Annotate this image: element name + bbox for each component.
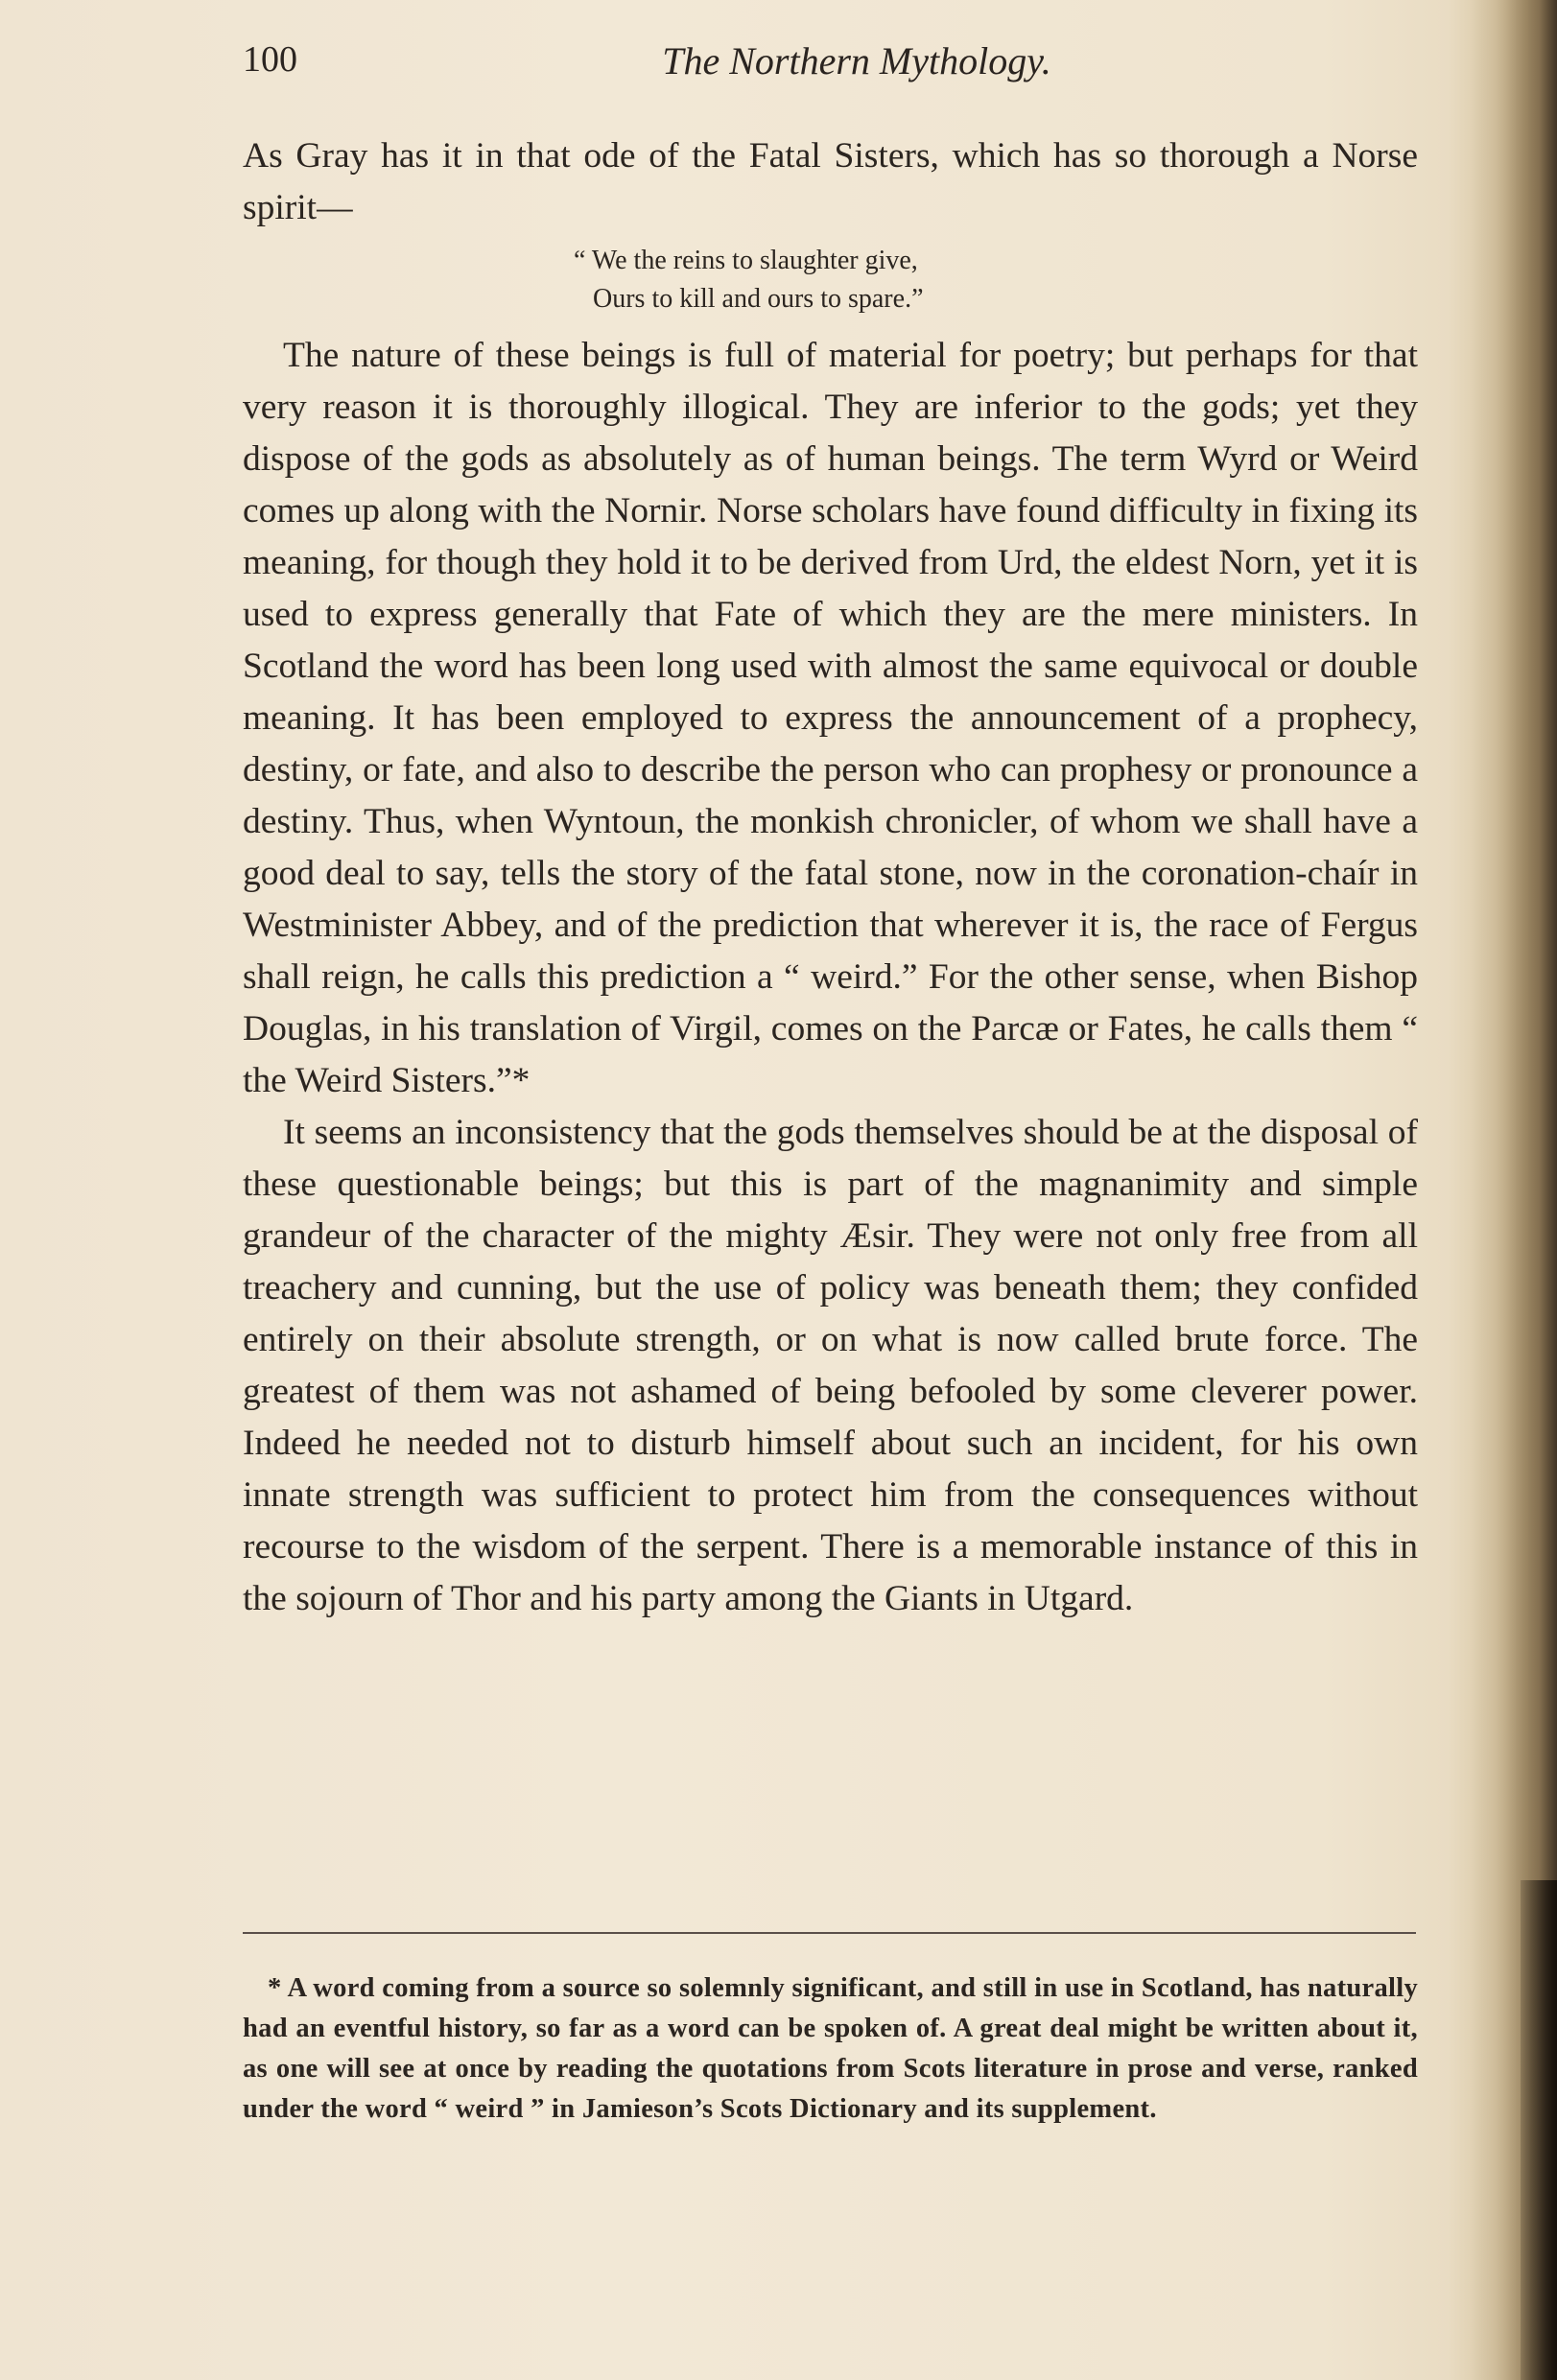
footnote [243, 1968, 1418, 2130]
main-text [243, 130, 1418, 1625]
binding-gutter-dark-edge [1521, 1880, 1557, 2380]
verse-line: “ We the reins to slaughter give, [574, 246, 918, 275]
page-number: 100 [243, 39, 297, 80]
paragraph: It seems an inconsistency that the gods themselves should be at the disposal of these questionable beings; but this is part of the magnanimity and simple grandeur of the character of the mighty Æsir. They were not only free from all treachery and cunning, but the use of policy was beneath them; they confided entirely on their absolute strength, or on what is now called brute force. The greatest of them was not ashamed of being befooled by some cleverer power. Indeed he needed not to disturb himself about such an incident, for his own innate strength was sufficient to protect him from the consequences without recourse to the wisdom of the serpent. There is a memorable instance of this in the sojourn of Thor and his party among the Giants in Utgard. [243, 1113, 1418, 1618]
opening-paragraph: As Gray has it in that ode of the Fatal Sisters, which has so thorough a Norse spirit— [243, 136, 1418, 227]
footnote-divider [243, 1932, 1416, 1934]
verse-quotation [243, 234, 1533, 330]
verse-line: Ours to kill and ours to spare.” [593, 284, 924, 314]
running-head [243, 38, 1432, 96]
footnote-text: * A word coming from a source so solemnly significant, and still in use in Scotland, has naturally had an eventful history, so far as a word can be spoken of. A great deal might be written about it, as one will see at once by reading the quotations from Scots literature in prose and verse, ranked under the word “ weird ” in Jamieson’s Scots Dictionary and its supplement. [243, 1973, 1418, 2124]
running-title: The Northern Mythology. [662, 39, 1051, 82]
paragraph: The nature of these beings is full of material for poetry; but perhaps for that very reason it is thoroughly illogical. They are inferior to the gods; yet they dispose of the gods as absolutely as of human beings. The term Wyrd or Weird comes up along with the Nornir. Norse scholars have found difficulty in fixing its meaning, for though they hold it to be derived from Urd, the eldest Norn, yet it is used to express generally that Fate of which they are the mere ministers. In Scotland the word has been long used with almost the same equivocal or double meaning. It has been employed to express the announcement of a prophecy, destiny, or fate, and also to describe the person who can prophesy or pronounce a destiny. Thus, when Wyntoun, the monkish chronicler, of whom we shall have a good deal to say, tells the story of the fatal stone, now in the coronation-chaír in Westminister Abbey, and of the prediction that wherever it is, the race of Fergus shall reign, he calls this prediction a “ weird.” For the other sense, when Bishop Douglas, in his translation of Virgil, comes on the Parcæ or Fates, he calls them “ the Weird Sisters.”* [243, 336, 1418, 1100]
